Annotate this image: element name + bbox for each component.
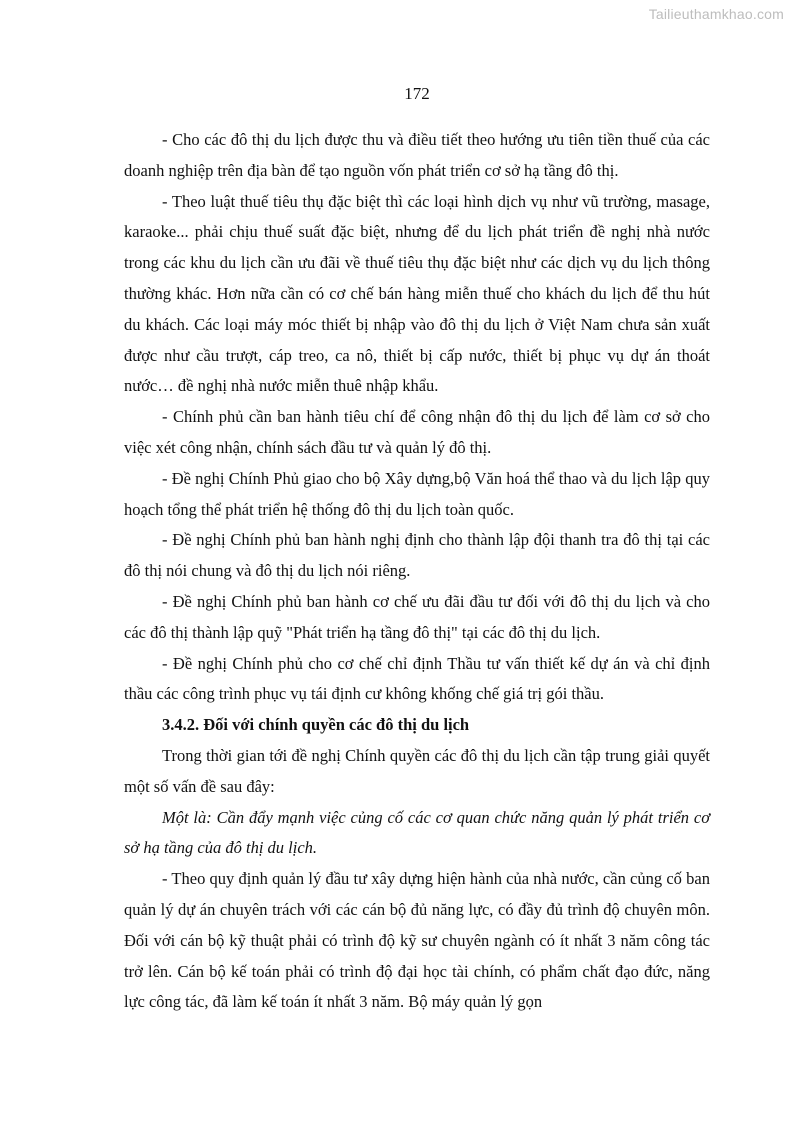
watermark: Tailieuthamkhao.com bbox=[648, 6, 784, 22]
final-paragraph: - Theo quy định quản lý đầu tư xây dựng hiện hành của nhà nước, cần củng cố ban quản lý dự án chuyên trách với các cán bộ đủ năng lực, có đầy đủ trình độ chuyên môn. Đối với cán bộ kỹ thuật phải có trình độ kỹ sư chuyên ngành có ít nhất 3 năm công tác trở lên. Cán bộ kế toán phải có trình độ đại học tài chính, có phẩm chất đạo đức, năng lực công tác, đã làm kế toán ít nhất 3 năm. Bộ máy quản lý gọn bbox=[124, 869, 710, 1012]
page-body bbox=[124, 125, 710, 1018]
paragraph: - Cho các đô thị du lịch được thu và điều tiết theo hướng ưu tiên tiền thuế của các doanh nghiệp trên địa bàn để tạo nguồn vốn phát triển cơ sở hạ tầng đô thị. bbox=[124, 130, 710, 180]
page-number: 172 bbox=[404, 84, 430, 103]
paragraph: - Đề nghị Chính phủ ban hành nghị định cho thành lập đội thanh tra đô thị tại các đô thị nói chung và đô thị du lịch nói riêng. bbox=[124, 530, 710, 581]
section-heading: 3.4.2. Đối với chính quyền các đô thị du lịch bbox=[162, 715, 470, 735]
paragraph: - Đề nghị Chính Phủ giao cho bộ Xây dựng,bộ Văn hoá thể thao và du lịch lập quy hoạch tổng thể phát triển hệ thống đô thị du lịch toàn quốc. bbox=[124, 468, 710, 519]
intro-paragraph: Trong thời gian tới đề nghị Chính quyền các đô thị du lịch cần tập trung giải quyết một số vấn đề sau đây: bbox=[124, 745, 710, 796]
paragraph: - Chính phủ cần ban hành tiêu chí để công nhận đô thị du lịch để làm cơ sở cho việc xét công nhận, chính sách đầu tư và quản lý đô thị. bbox=[124, 407, 710, 457]
paragraph: - Theo luật thuế tiêu thụ đặc biệt thì các loại hình dịch vụ như vũ trường, masage, karaoke... phải chịu thuế suất đặc biệt, nhưng để du lịch phát triển đề nghị nhà nước trong các khu du lịch cần ưu đãi về thuế tiêu thụ đặc biệt như các dịch vụ du lịch thông thường khác. Hơn nữa cần có cơ chế bán hàng miễn thuế cho khách du lịch để thu hút du khách. Các loại máy móc thiết bị nhập vào đô thị du lịch ở Việt Nam chưa sản xuất được như cầu trượt, cáp treo, ca nô, thiết bị cấp nước, thiết bị phục vụ dự án thoát nước… đề nghị nhà nước miễn thuê nhập khẩu. bbox=[124, 191, 710, 396]
italic-point: Một là: Cần đẩy mạnh việc củng cố các cơ quan chức năng quản lý phát triển cơ sở hạ tầng của đô thị du lịch. bbox=[124, 807, 710, 858]
paragraph: - Đề nghị Chính phủ cho cơ chế chỉ định Thầu tư vấn thiết kế dự án và chỉ định thầu các công trình phục vụ tái định cư không khống chế giá trị gói thầu. bbox=[124, 653, 710, 704]
paragraph: - Đề nghị Chính phủ ban hành cơ chế ưu đãi đầu tư đối với đô thị du lịch và cho các đô thị thành lập quỹ "Phát triển hạ tầng đô thị" tại các đô thị du lịch. bbox=[124, 591, 710, 642]
